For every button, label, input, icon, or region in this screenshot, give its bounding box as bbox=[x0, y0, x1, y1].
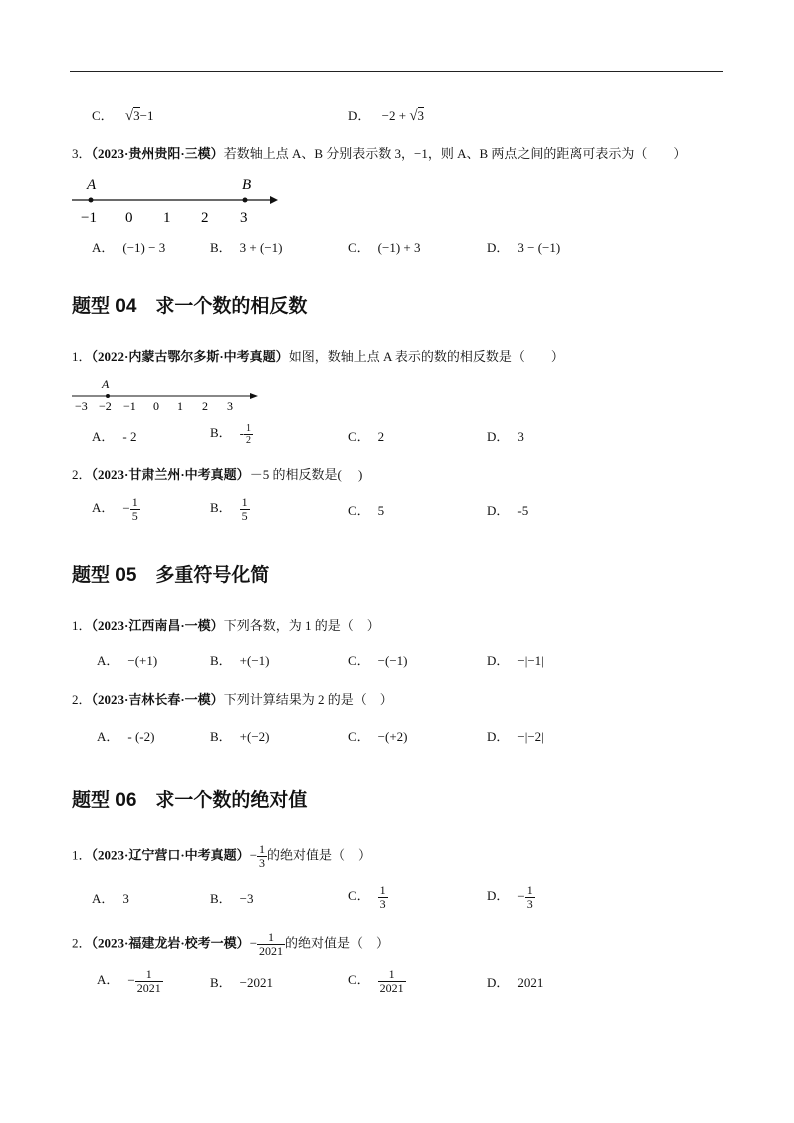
s06q2-option-c[interactable]: C． $\frac{1}{2021}$ bbox=[348, 967, 404, 995]
fraction: $\frac{1}{3}$ bbox=[259, 842, 266, 870]
s05q2-option-a[interactable]: A． - (-2) bbox=[97, 729, 155, 744]
s06-question-2: 2．（2023·福建龙岩·校考一模）− $\frac{1}{2021}$ 的绝对值是（ ） bbox=[72, 930, 390, 958]
s04q1-option-d[interactable]: D． 3 bbox=[487, 429, 524, 444]
s04q1-option-b[interactable]: B． - $\frac{1}{2}$ bbox=[210, 423, 252, 446]
fraction: $\frac{1}{2021}$ bbox=[259, 930, 284, 958]
s05q1-option-b[interactable]: B． +(−1) bbox=[210, 653, 270, 668]
fraction: $\frac{1}{2021}$ bbox=[379, 967, 404, 995]
arrow-icon bbox=[250, 393, 258, 399]
fraction: $\frac{1}{3}$ bbox=[526, 883, 533, 911]
arrow-icon bbox=[270, 196, 278, 204]
point-a-label: A bbox=[102, 377, 110, 391]
s06q1-option-a[interactable]: A． 3 bbox=[92, 891, 129, 906]
s05-question-1: 1．（2023·江西南昌·一模）下列各数，为 1 的是（ ） bbox=[72, 618, 380, 633]
s05q1-option-d[interactable]: D． −|−1| bbox=[487, 653, 544, 668]
q3-option-a[interactable]: A． (−1) − 3 bbox=[92, 240, 166, 255]
s05q2-option-b[interactable]: B． +(−2) bbox=[210, 729, 270, 744]
point-b-label: B bbox=[242, 177, 252, 193]
q3-option-c[interactable]: C． (−1) + 3 bbox=[348, 240, 421, 255]
fraction: $\frac{1}{5}$ bbox=[131, 495, 138, 523]
s06-question-1: 1．（2023·辽宁营口·中考真题）− $\frac{1}{3}$ 的绝对值是（ ） bbox=[72, 842, 372, 870]
s05-question-2: 2．（2023·吉林长春·一模）下列计算结果为 2 的是（ ） bbox=[72, 692, 393, 707]
s06q1-option-c[interactable]: C． $\frac{1}{3}$ bbox=[348, 883, 386, 911]
fraction: $\frac{1}{2021}$ bbox=[136, 967, 161, 995]
s04q1-option-c[interactable]: C． 2 bbox=[348, 429, 385, 444]
fraction: $\frac{1}{2}$ bbox=[246, 423, 252, 446]
tick-label: −2 bbox=[99, 399, 112, 413]
q3-option-d[interactable]: D． 3 − (−1) bbox=[487, 240, 561, 255]
tick-label: −1 bbox=[123, 399, 136, 413]
section-title-05: 题型 05 多重符号化简 bbox=[72, 565, 270, 586]
s06q2-option-d[interactable]: D． 2021 bbox=[487, 975, 544, 990]
tick-label: −1 bbox=[81, 210, 97, 226]
tick-label: 0 bbox=[125, 210, 133, 226]
s05q2-option-d[interactable]: D． −|−2| bbox=[487, 729, 544, 744]
s05q2-option-c[interactable]: C． −(+2) bbox=[348, 729, 408, 744]
sqrt-expression: −2 + √3 bbox=[381, 108, 425, 124]
tick-label: 0 bbox=[153, 399, 159, 413]
q3-option-b[interactable]: B． 3 + (−1) bbox=[210, 240, 283, 255]
s05q1-option-a[interactable]: A． −(+1) bbox=[97, 653, 158, 668]
s04q2-option-a[interactable]: A． − $\frac{1}{5}$ bbox=[92, 495, 138, 523]
tick-label: 1 bbox=[177, 399, 183, 413]
tick-label: 3 bbox=[227, 399, 233, 413]
point-a-dot bbox=[89, 198, 94, 203]
section-title-04: 题型 04 求一个数的相反数 bbox=[72, 296, 308, 317]
tick-label: 2 bbox=[202, 399, 208, 413]
s06q1-option-d[interactable]: D． − $\frac{1}{3}$ bbox=[487, 883, 533, 911]
s04q2-option-d[interactable]: D． -5 bbox=[487, 503, 529, 518]
tick-label: 3 bbox=[240, 210, 248, 226]
s04-question-1: 1．（2022·内蒙古鄂尔多斯·中考真题）如图，数轴上点 A 表示的数的相反数是（ ） bbox=[72, 349, 564, 364]
tick-label: 1 bbox=[163, 210, 171, 226]
point-a-label: A bbox=[87, 177, 97, 193]
sqrt-expression: √3−1 bbox=[124, 108, 154, 124]
s04q2-option-c[interactable]: C． 5 bbox=[348, 503, 385, 518]
s05q1-option-c[interactable]: C． −(−1) bbox=[348, 653, 408, 668]
number-line-figure bbox=[70, 374, 270, 414]
prev-option-c[interactable]: C． √3−1 bbox=[92, 108, 154, 124]
s04q2-option-b[interactable]: B． $\frac{1}{5}$ bbox=[210, 495, 248, 523]
point-b-dot bbox=[243, 198, 248, 203]
prev-option-d[interactable]: D． −2 + √3 bbox=[348, 108, 425, 124]
sqrt-icon: √ bbox=[124, 108, 134, 124]
s06q2-option-a[interactable]: A． − $\frac{1}{2021}$ bbox=[97, 967, 161, 995]
question-3: 3．（2023·贵州贵阳·三模）若数轴上点 A、B 分别表示数 3，−1，则 A、B 两点之间的距离可表示为（ ） bbox=[72, 146, 687, 161]
tick-label: 2 bbox=[201, 210, 209, 226]
section-title-06: 题型 06 求一个数的绝对值 bbox=[72, 790, 308, 811]
sqrt-icon: √ bbox=[409, 108, 418, 124]
fraction: $\frac{1}{5}$ bbox=[241, 495, 248, 523]
tick-label: −3 bbox=[75, 399, 88, 413]
header-rule bbox=[70, 71, 723, 72]
s04q1-option-a[interactable]: A． - 2 bbox=[92, 429, 137, 444]
s06q1-option-b[interactable]: B． −3 bbox=[210, 891, 254, 906]
point-a-dot bbox=[106, 394, 110, 398]
s04-question-2: 2．（2023·甘肃兰州·中考真题）－5 的相反数是( ) bbox=[72, 467, 363, 482]
s06q2-option-b[interactable]: B． −2021 bbox=[210, 975, 274, 990]
fraction: $\frac{1}{3}$ bbox=[379, 883, 386, 911]
number-line-figure bbox=[70, 172, 280, 230]
